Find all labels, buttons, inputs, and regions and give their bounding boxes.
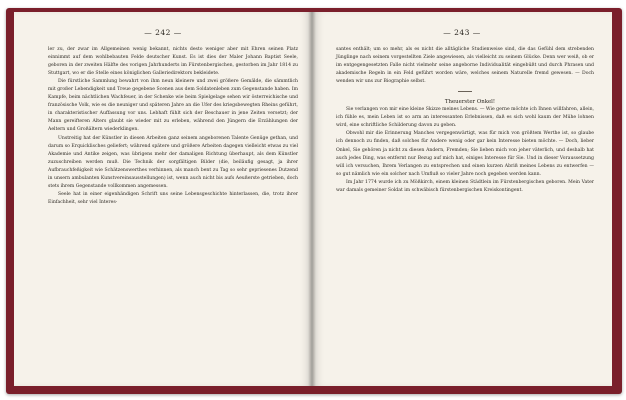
left-page xyxy=(14,12,312,386)
paragraph: Seele hat in einer eigenhändigen Schrift uns seine Lebensgeschichte hinterlassen, die, trotz ihrer Einfachheit, sehr viel Interes- xyxy=(48,191,298,205)
page-number-right: — 243 — xyxy=(443,28,481,37)
left-page-text xyxy=(48,46,298,207)
paragraph: Obwohl mir die Erinnerung Manches vergegenwärtigt, was für mich von größtem Werthe ist, so glaube ich dennoch zu finden, daß solches für Andere wenig oder gar kein Interesse bieten möchte. — Doch, lieber Onkel, Sie gehören ja nicht zu diesen Andern, Fremden; Sie lieben mich von jeher väterlich, und deshalb hat auch jedes Ding, was entfernt nur Bezug auf mich hat, einiges Interesse für Sie. Und in dieser Voraussetzung will ich versuchen, Ihrem Verlangen zu entsprechen und einen kurzen Abriß meines Lebens zu entwerfen — so gut nämlich wie ein solcher nach Umfluß so vieler Jahre noch gegeben werden kann. xyxy=(336,131,594,177)
right-page xyxy=(312,12,612,386)
paragraph: ler zu, der zwar im Allgemeinen wenig bekannt, nichts desto weniger aber mit Ehren seinen Platz einnimmt auf dem wohlbebauten Felde deutscher Kunst. Es ist dies der Maler Johann Baptist Seele, geboren in der zweiten Hälfte des vorigen Jahrhunderts im Fürstenbergischen, gestorben im Jahr 1814 zu Stuttgart, wo er die Stelle eines königlichen Galleriedirektors bekleidete. xyxy=(48,47,298,77)
paragraph: Sie verlangen von mir eine kleine Skizze meines Lebens. — Wie gerne möchte ich Ihnen willfahren, allein, ich fühle es, mein Leben ist so arm an interessanten Erlebnissen, daß es sich wohl kaum der Mühe lohnen wird, eine schriftliche Schilderung davon zu geben. xyxy=(336,107,594,129)
right-page-text xyxy=(336,46,594,195)
paragraph: santes enthält; um so mehr, als es nicht die alltägliche Studienweise sind, die das Gefühl dem strebenden Jünglinge nach seinem vorgestellten Ziele angewiesen, als vielleicht zu seinem Glücke. Denn wer weiß, ob er im entgegengesetzten Falle nicht vielmehr seine angeborne Individualität eingebüßt und durch Phrasen und akademische Regeln in ein Feld geführt worden wäre, welches seinem Naturelle fremd gewesen. — Doch wenden wir uns zur Biographie selbst. xyxy=(336,47,594,85)
page-number-left: — 242 — xyxy=(144,28,182,37)
paragraph: Die fürstliche Sammlung bewahrt von ihm neun kleinere und zwei größere Gemälde, die sämmtlich mit großer Lebendigkeit und Treue gegebene Scenen aus dem Soldatenleben zum Gegenstande haben. Im Kampfe, beim nächtlichen Wachfeuer, in der Schenke wie beim Spielgelage sehen wir österreichische und französische Volk, wie es die neuniger und späteren Jahre an die Ufer des kriegsbewegten Rheins geführt, in charakteristischer Auffassung vor uns. Lebhaft fühlt sich der Beschauer in jene Zeiten versetzt; der Mann gereifteren Alters glaubt sie wieder mit zu erleben, während den Jüngern die Erzählungen der Aeltern und Großältern wiederklingen. xyxy=(48,79,298,133)
book-gutter xyxy=(308,12,316,386)
section-rule xyxy=(458,91,472,92)
paragraph: Unstreitig hat der Künstler in diesen Arbeiten ganz seinem angeborenen Talente Genüge gethan, und darum so Erquicklisches geliefert; während spätere und größere Arbeiten dagegen vielleicht etwas zu viel Akademie und Antike zeigen, was übrigens mehr der damaligen Richtung überhaupt, als dem Künstler zuzuschreiben werden muß. Die Technik der sorgfältigen Bilder (die, beiläufig gesagt, ja ihrer Aufbrauchfeßigkeit wie Schätzenswerthes verhinnen, als manch bent zu Tag so sehr gepriesenes Dutzend in unsern ambulanten Kunstvereinsausstellungen) ist, wenn auch nicht bis aufs Aeußerste getrieben, doch stets ihrem Gegenstande vollkommen angemessen. xyxy=(48,135,298,189)
letter-salutation: Theuerster Onkel! xyxy=(444,99,496,106)
paragraph: Im Jahr 1774 wurde ich zu Mößkirch, einem kleinen Städtlein im Fürstenbergischen geboren. Mein Vater war damals gemeiner Soldat im schwäbisch fürstenbergischen Kreiskontingent. xyxy=(336,179,594,193)
